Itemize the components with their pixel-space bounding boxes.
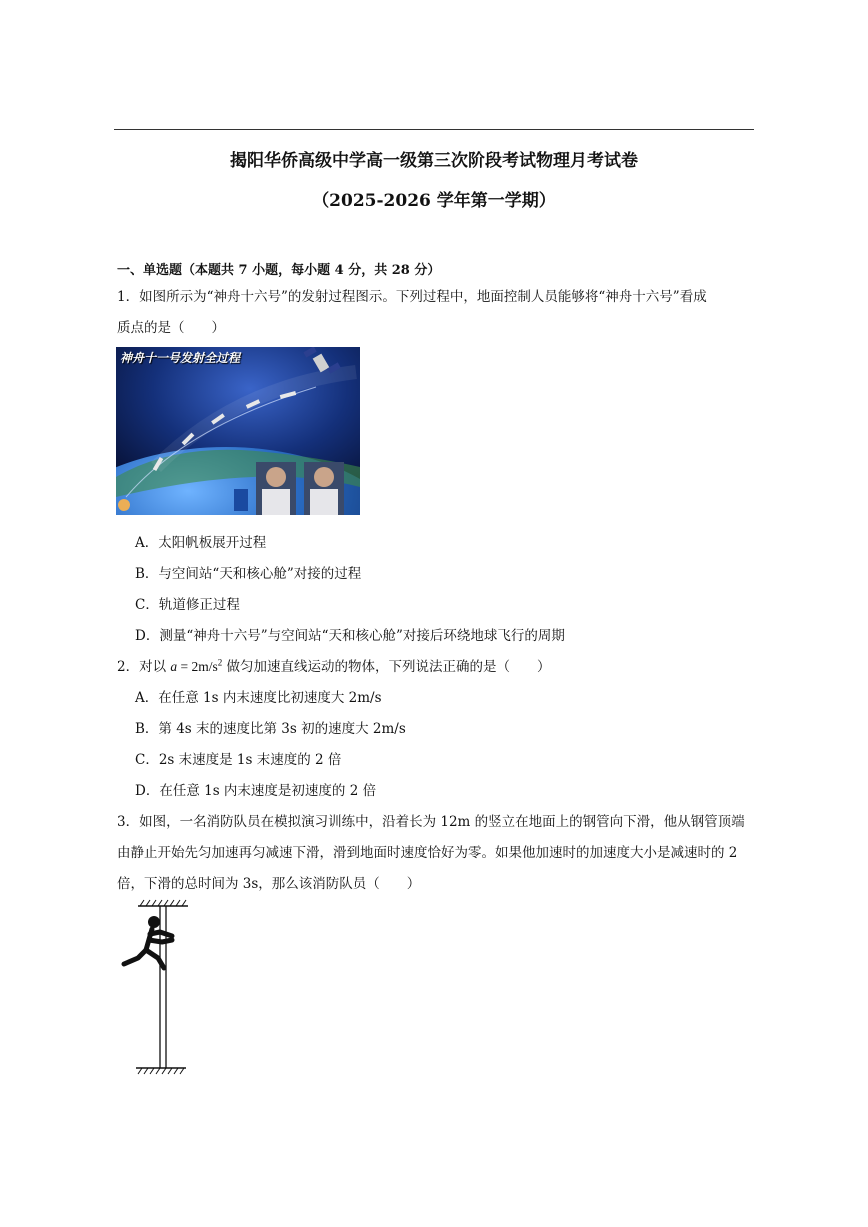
firefighter-pole-diagram <box>116 898 196 1080</box>
q1-option-d: D．测量“神舟十六号”与空间站“天和核心舱”对接后环绕地球飞行的周期 <box>135 628 565 644</box>
header-rule <box>114 129 754 130</box>
firefighter-figure <box>124 916 172 968</box>
q1-option-b: B．与空间站“天和核心舱”对接的过程 <box>135 566 362 582</box>
q1-text-line2: 质点的是（ ） <box>117 320 225 336</box>
section-heading: 一、单选题（本题共 7 小题，每小题 4 分，共 28 分） <box>117 263 441 278</box>
q2-formula-exponent: 2 <box>217 657 223 668</box>
q1-option-c: C．轨道修正过程 <box>135 597 240 613</box>
exam-title: 揭阳华侨高级中学高一级第三次阶段考试物理月考试卷 <box>230 151 638 171</box>
q2-formula: $a = 2m/s^2$ <box>170 657 223 674</box>
q1-text-line1: 1．如图所示为“神舟十六号”的发射过程图示。下列过程中，地面控制人员能够将“神舟十六号”看成 <box>117 289 707 305</box>
q3-text-line2: 由静止开始先匀加速再匀减速下滑，滑到地面时速度恰好为零。如果他加速时的加速度大小是减速时的 2 <box>117 845 738 861</box>
q1-option-a: A．太阳帆板展开过程 <box>135 535 267 551</box>
q2-stem <box>117 655 551 675</box>
q2-suffix: 做匀加速直线运动的物体，下列说法正确的是（ ） <box>222 659 551 675</box>
image-caption: 神舟十一号发射全过程 <box>120 351 241 365</box>
launch-process-illustration <box>116 347 360 515</box>
q3-text-line3: 倍，下滑的总时间为 3s，那么该消防队员（ ） <box>117 876 421 892</box>
launch-process-image <box>116 347 360 515</box>
q2-option-d: D．在任意 1s 内末速度是初速度的 2 倍 <box>135 783 377 799</box>
q2-option-a: A．在任意 1s 内末速度比初速度大 2m/s <box>135 690 382 706</box>
exam-subtitle: （2025-2026 学年第一学期） <box>312 191 556 211</box>
q2-option-b: B．第 4s 末的速度比第 3s 初的速度大 2m/s <box>135 721 406 737</box>
q2-option-c: C．2s 末速度是 1s 末速度的 2 倍 <box>135 752 342 768</box>
q2-prefix: 2．对以 <box>117 659 171 675</box>
q3-text-line1: 3．如图，一名消防队员在模拟演习训练中，沿着长为 12m 的竖立在地面上的钢管向下滑，他从钢管顶端 <box>117 814 745 830</box>
